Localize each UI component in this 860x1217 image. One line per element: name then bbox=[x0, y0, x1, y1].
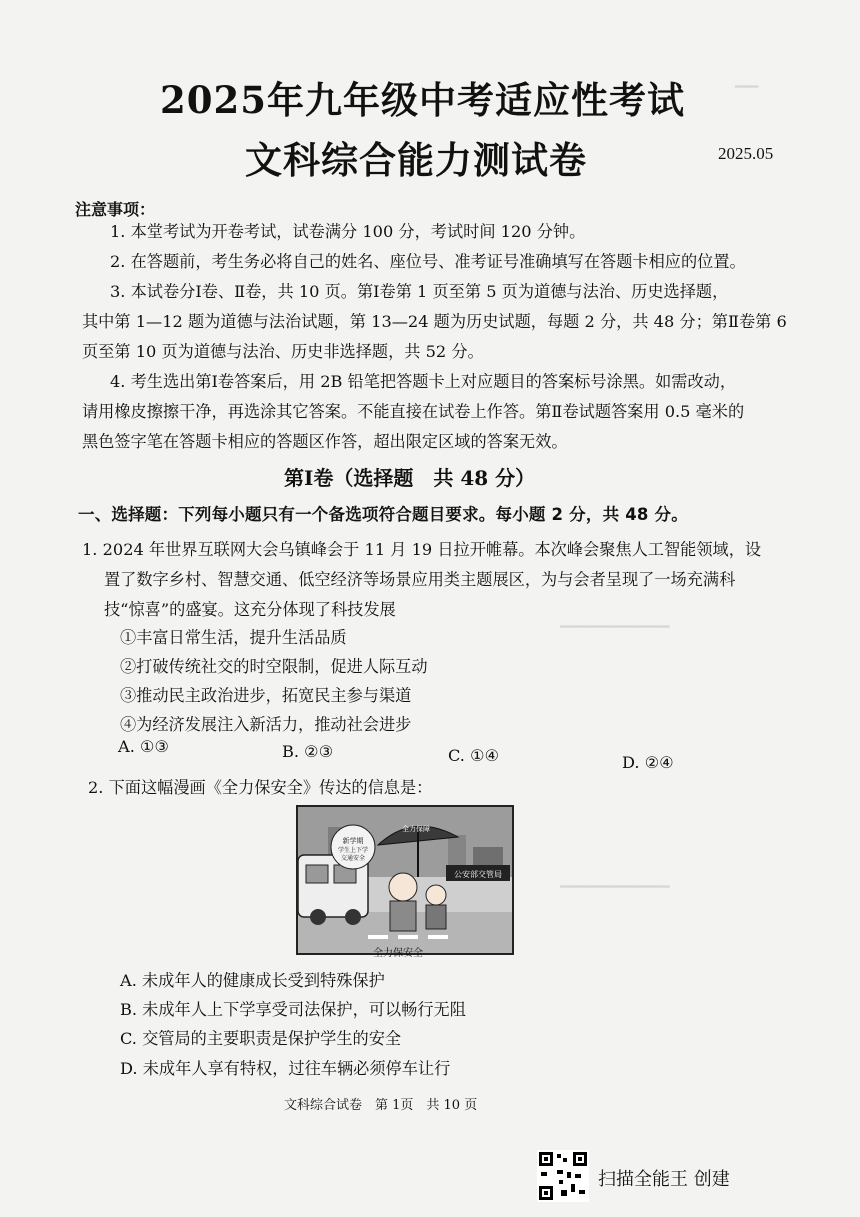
q1-option-d: D. ②④ bbox=[622, 753, 674, 772]
note-item-3-line2: 其中第 1—12 题为道德与法治试题，第 13—24 题为历史试题，每题 2 分，共 48 分；第Ⅱ卷第 6 bbox=[82, 312, 787, 331]
q2-option-d: D. 未成年人享有特权，过往车辆必须停车让行 bbox=[120, 1059, 451, 1078]
cartoon-illustration bbox=[298, 807, 512, 953]
q1-option-c: C. ①④ bbox=[448, 746, 500, 765]
bleed-through: ━━━━━━━━━━━━━━ bbox=[560, 620, 670, 635]
notes-heading: 注意事项： bbox=[75, 200, 156, 219]
scanner-watermark: 扫描全能王 创建 bbox=[598, 1169, 730, 1190]
bleed-through: ━━━ bbox=[735, 80, 759, 95]
q1-stem-line2: 置了数字乡村、智慧交通、低空经济等场景应用类主题展区，为与会者呈现了一场充满科 bbox=[104, 570, 736, 589]
cartoon-caption: 全力保安全 bbox=[373, 948, 423, 959]
q1-option-b: B. ②③ bbox=[282, 742, 334, 761]
q2-option-c: C. 交管局的主要职责是保护学生的安全 bbox=[120, 1029, 402, 1048]
note-item-2: 2. 在答题前，考生务必将自己的姓名、座位号、准考证号准确填写在答题卡相应的位置。 bbox=[110, 252, 746, 271]
q1-stem-line3: 技“惊喜”的盛宴。这充分体现了科技发展 bbox=[104, 600, 396, 619]
cartoon-banner-text: 公安部交管局 bbox=[454, 870, 502, 879]
bleed-through: ━━━━━━━━━━━━━━ bbox=[560, 880, 670, 895]
q2-option-b: B. 未成年人上下学享受司法保护，可以畅行无阻 bbox=[120, 1000, 466, 1019]
qr-code-icon bbox=[537, 1150, 589, 1202]
note-item-1: 1. 本堂考试为开卷考试，试卷满分 100 分，考试时间 120 分钟。 bbox=[110, 222, 586, 241]
part-instructions: 一、选择题：下列每小题只有一个备选项符合题目要求。每小题 2 分，共 48 分。 bbox=[78, 505, 688, 524]
svg-text:学生上下学: 学生上下学 bbox=[337, 847, 369, 854]
q1-statement-2: ②打破传统社交的时空限制，促进人际互动 bbox=[120, 657, 428, 676]
note-item-4-line2: 请用橡皮擦擦干净，再选涂其它答案。不能直接在试卷上作答。第Ⅱ卷试题答案用 0.5 毫米的 bbox=[82, 402, 745, 421]
cartoon-sign-text: 新学期 bbox=[342, 837, 364, 845]
cartoon-image bbox=[296, 805, 514, 955]
cartoon-umbrella-text: 全力保障 bbox=[402, 825, 430, 833]
section-title: 第Ⅰ卷（选择题 共 48 分） bbox=[284, 466, 536, 490]
q1-stem-line1: 1. 2024 年世界互联网大会乌镇峰会于 11 月 19 日拉开帷幕。本次峰会聚焦人工智能领域，设 bbox=[82, 540, 762, 559]
note-item-4-line1: 4. 考生选出第Ⅰ卷答案后，用 2B 铅笔把答题卡上对应题目的答案标号涂黑。如需改动， bbox=[110, 372, 737, 391]
q2-stem: 2. 下面这幅漫画《全力保安全》传达的信息是： bbox=[88, 778, 433, 797]
q1-statement-4: ④为经济发展注入新活力，推动社会进步 bbox=[120, 715, 412, 734]
note-item-4-line3: 黑色签字笔在答题卡相应的答题区作答，超出限定区域的答案无效。 bbox=[82, 432, 568, 451]
exam-title-line1: 2025年九年级中考适应性考试 bbox=[160, 78, 685, 122]
page-footer: 文科综合试卷 第 1页 共 10 页 bbox=[284, 1098, 478, 1113]
note-item-3-line1: 3. 本试卷分Ⅰ卷、Ⅱ卷，共 10 页。第Ⅰ卷第 1 页至第 5 页为道德与法治、历史选择题， bbox=[110, 282, 729, 301]
q1-option-a: A. ①③ bbox=[118, 737, 170, 756]
q1-statement-1: ①丰富日常生活，提升生活品质 bbox=[120, 628, 347, 647]
q1-statement-3: ③推动民主政治进步，拓宽民主参与渠道 bbox=[120, 686, 412, 705]
exam-title-line2: 文科综合能力测试卷 bbox=[245, 138, 587, 182]
q2-option-a: A. 未成年人的健康成长受到特殊保护 bbox=[120, 971, 385, 990]
svg-text:交通安全: 交通安全 bbox=[340, 855, 366, 862]
exam-date: 2025.05 bbox=[718, 144, 774, 163]
note-item-3-line3: 页至第 10 页为道德与法治、历史非选择题，共 52 分。 bbox=[82, 342, 484, 361]
